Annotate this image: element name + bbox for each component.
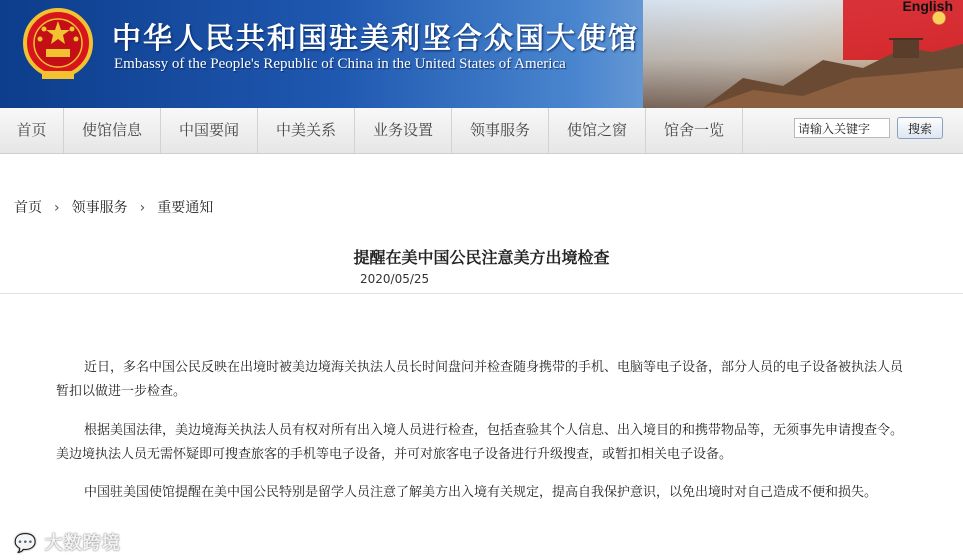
nav-item-embassy-info[interactable]: 使馆信息 [64, 108, 161, 153]
site-title-chinese: 中华人民共和国驻美利坚合众国大使馆 [112, 21, 640, 55]
breadcrumb-consular-services[interactable]: 领事服务 [71, 200, 128, 216]
header-banner [0, 0, 963, 108]
nav-item-china-news[interactable]: 中国要闻 [161, 108, 258, 153]
chevron-right-icon: › [139, 200, 146, 216]
great-wall-image [703, 38, 963, 108]
nav-item-consular-services[interactable]: 领事服务 [452, 108, 549, 153]
article-date: 2020/05/25 [360, 272, 430, 286]
article-title: 提醒在美中国公民注意美方出境检查 [353, 248, 610, 267]
breadcrumb-important-notice[interactable]: 重要通知 [157, 200, 214, 216]
article-paragraph: 近日，多名中国公民反映在出境时被美边境海关执法人员长时间盘问并检查随身携带的手机、电脑等电子设备，部分人员的电子设备被执法人员暂扣以做进一步检查。 [56, 360, 904, 399]
watermark-text: 大数跨境 [44, 533, 121, 554]
chat-bubble-icon: 💬 [14, 533, 38, 554]
chevron-right-icon: › [54, 200, 60, 216]
nav-item-business-setup[interactable]: 业务设置 [355, 108, 452, 153]
article-paragraph: 根据美国法律，美边境海关执法人员有权对所有出入境人员进行检查，包括查验其个人信息、出入境目的和携带物品等，无须事先申请搜查令。美边境执法人员无需怀疑即可搜查旅客的手机等电子设备，并可对旅客电子设备进行升级搜查，或暂扣相关电子设备。 [56, 423, 904, 462]
nav-item-home[interactable]: 首页 [0, 108, 64, 153]
breadcrumb-home[interactable]: 首页 [14, 200, 42, 216]
watermark [14, 529, 121, 555]
english-language-link[interactable]: English [902, 0, 953, 14]
main-navigation [0, 108, 963, 154]
nav-item-buildings-overview[interactable]: 馆舍一览 [646, 108, 743, 153]
site-title-english: Embassy of the People's Republic of China in the United States of America [114, 56, 566, 72]
nav-item-china-us-relations[interactable]: 中美关系 [258, 108, 355, 153]
breadcrumb [14, 197, 213, 217]
search-input[interactable] [794, 118, 890, 138]
national-emblem-icon [22, 7, 94, 83]
divider [0, 293, 963, 294]
search-button[interactable]: 搜索 [897, 117, 943, 139]
nav-item-embassy-window[interactable]: 使馆之窗 [549, 108, 646, 153]
article-paragraph: 中国驻美国使馆提醒在美中国公民特别是留学人员注意了解美方出入境有关规定，提高自我保护意识，以免出境时对自己造成不便和损失。 [84, 485, 878, 500]
